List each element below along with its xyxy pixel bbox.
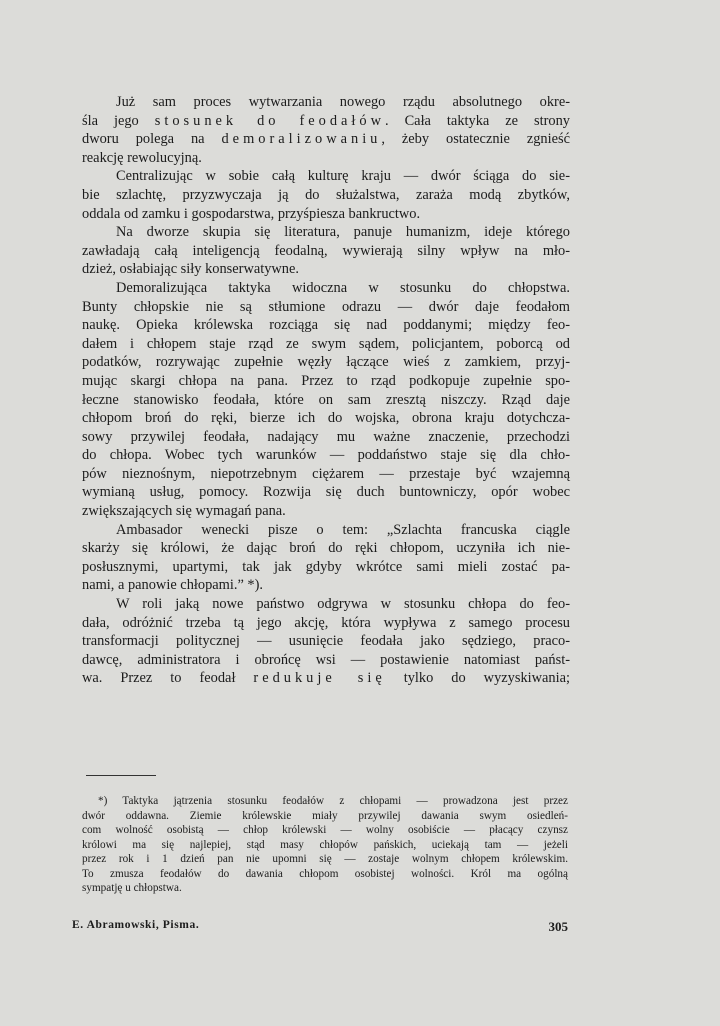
footnote-line: sympatję u chłopstwa. xyxy=(82,882,182,894)
body-text-line: skarży się królowi, że dając broń do ręki chłopom, uczyniła ich nie- xyxy=(82,540,570,557)
text-run: śla jego xyxy=(82,112,155,129)
body-text-line: łeczne stanowisko feodała, które on sam zresztą niszczy. Rząd daje xyxy=(82,391,570,408)
footnote-line: To zmusza feodałów do dawania chłopom osobistej wolności. Król ma ogólną xyxy=(82,867,568,880)
body-text-line: sowy przywilej feodała, nadający mu ważne znaczenie, przechodzi xyxy=(82,428,570,445)
footnote-line: królowi ma się najlepiej, stąd masy chłopów pańskich, uciekają tam — jeżeli xyxy=(82,838,568,851)
page-footer xyxy=(72,919,568,935)
body-text-line: oddala od zamku i gospodarstwa, przyśpiesza bankructwo. xyxy=(82,205,421,222)
text-run: dworu polega na xyxy=(82,131,222,148)
text-run: wa. Przez to feodał xyxy=(82,670,254,687)
text-run: , żeby ostatecznie zgnieść xyxy=(381,131,570,148)
body-text-line: do chłopa. Wobec tych warunków — poddaństwo staje się dla chło- xyxy=(82,447,570,464)
footer-author: E. Abramowski, Pisma. xyxy=(72,919,200,931)
footnote-line: com wolność osobistą — chłop królewski — wolny osobiście — płacący czynsz xyxy=(82,824,568,836)
body-text-line: posłusznymi, upartymi, tak jak gdyby wkrótce sami mieli zostać pa- xyxy=(82,558,570,575)
body-text-line: chłopom broń do ręki, bierze ich do wojska, obrona kraju dotychcza- xyxy=(82,410,570,427)
body-text-line: podatków, rozrywając zupełnie węzły łączące wieś z zamkiem, przyj- xyxy=(82,354,570,371)
spaced-emphasis: redukuje się xyxy=(253,670,386,687)
body-text-line: Bunty chłopskie nie są stłumione odrazu — dwór daje feodałom xyxy=(82,298,570,315)
body-text-line: transformacji politycznej — usunięcie feodała jako sędziego, praco- xyxy=(82,633,570,650)
body-text-line: bie szlachtę, przyzwyczaja ją do służalstwa, zaraża modą zbytków, xyxy=(82,186,570,203)
body-text-line xyxy=(82,669,570,688)
body-text-line: Już sam proces wytwarzania nowego rządu absolutnego okre- xyxy=(116,94,570,110)
text-run: tylko do wyzyskiwania; xyxy=(385,670,570,687)
footnote xyxy=(82,794,568,896)
body-text-line: dałem i chłopem staje rząd ze swym sądem, policjantem, poborcą od xyxy=(82,335,570,352)
footnote-line: przez rok i 1 dzień pan nie upomni się — zostaje wolnym chłopem królewskim. xyxy=(82,853,568,865)
body-text-line: naukę. Opieka królewska rozciąga się nad poddanymi; między feo- xyxy=(82,317,570,334)
text-run: . Cała taktyka ze strony xyxy=(385,112,570,129)
body-text-line: Na dworze skupia się literatura, panuje humanizm, ideje którego xyxy=(116,224,570,241)
body-text-line xyxy=(82,112,570,131)
body-text-line: dała, odróżnić trzeba tą jego akcję, która wypływa z samego procesu xyxy=(82,614,570,631)
body-text-line: Ambasador wenecki pisze o tem: „Szlachta francuska ciągle xyxy=(116,521,570,538)
spaced-emphasis: demoralizowaniu xyxy=(221,131,382,148)
body-text-line: W roli jaką nowe państwo odgrywa w stosunku chłopa do feo- xyxy=(116,596,570,613)
body-text-line: mując skargi chłopa na pana. Przez to rząd podkopuje zupełnie spo- xyxy=(82,372,570,389)
footnote-separator xyxy=(86,775,156,776)
footnote-line: dwór oddawna. Ziemie królewskie miały przywilej dawania swym osiedleń- xyxy=(82,809,568,822)
body-text-line: dawcę, administratora i obrońcę wsi — postawienie natomiast państ- xyxy=(82,651,570,668)
body-text-line: zwiększających się wymagań pana. xyxy=(82,503,286,520)
body-text-line: pów nieznośnym, niepotrzebnym ciężarem — przestaje być wzajemną xyxy=(82,465,570,482)
main-text xyxy=(82,93,570,688)
page-number: 305 xyxy=(548,919,568,934)
body-text-line: zawładają całą inteligencją feodalną, wywierają silny wpływ na mło- xyxy=(82,242,570,259)
body-text-line xyxy=(82,130,570,149)
body-text-line: Centralizując w sobie całą kulturę kraju — dwór ściąga do sie- xyxy=(116,168,570,185)
body-text-line: wymianą usług, pomocy. Rozwija się duch buntowniczy, opór wobec xyxy=(82,484,570,501)
body-text-line: nami, a panowie chłopami.” *). xyxy=(82,577,264,594)
body-text-line: reakcję rewolucyjną. xyxy=(82,149,202,166)
spaced-emphasis: stosunek do feodałów xyxy=(154,112,385,129)
body-text-line: Demoralizująca taktyka widoczna w stosunku do chłopstwa. xyxy=(116,279,570,296)
body-text-line: dzież, osłabiając siły konserwatywne. xyxy=(82,261,299,278)
footnote-line: *) Taktyka jątrzenia stosunku feodałów z chłopami — prowadzona jest przez xyxy=(98,795,568,807)
